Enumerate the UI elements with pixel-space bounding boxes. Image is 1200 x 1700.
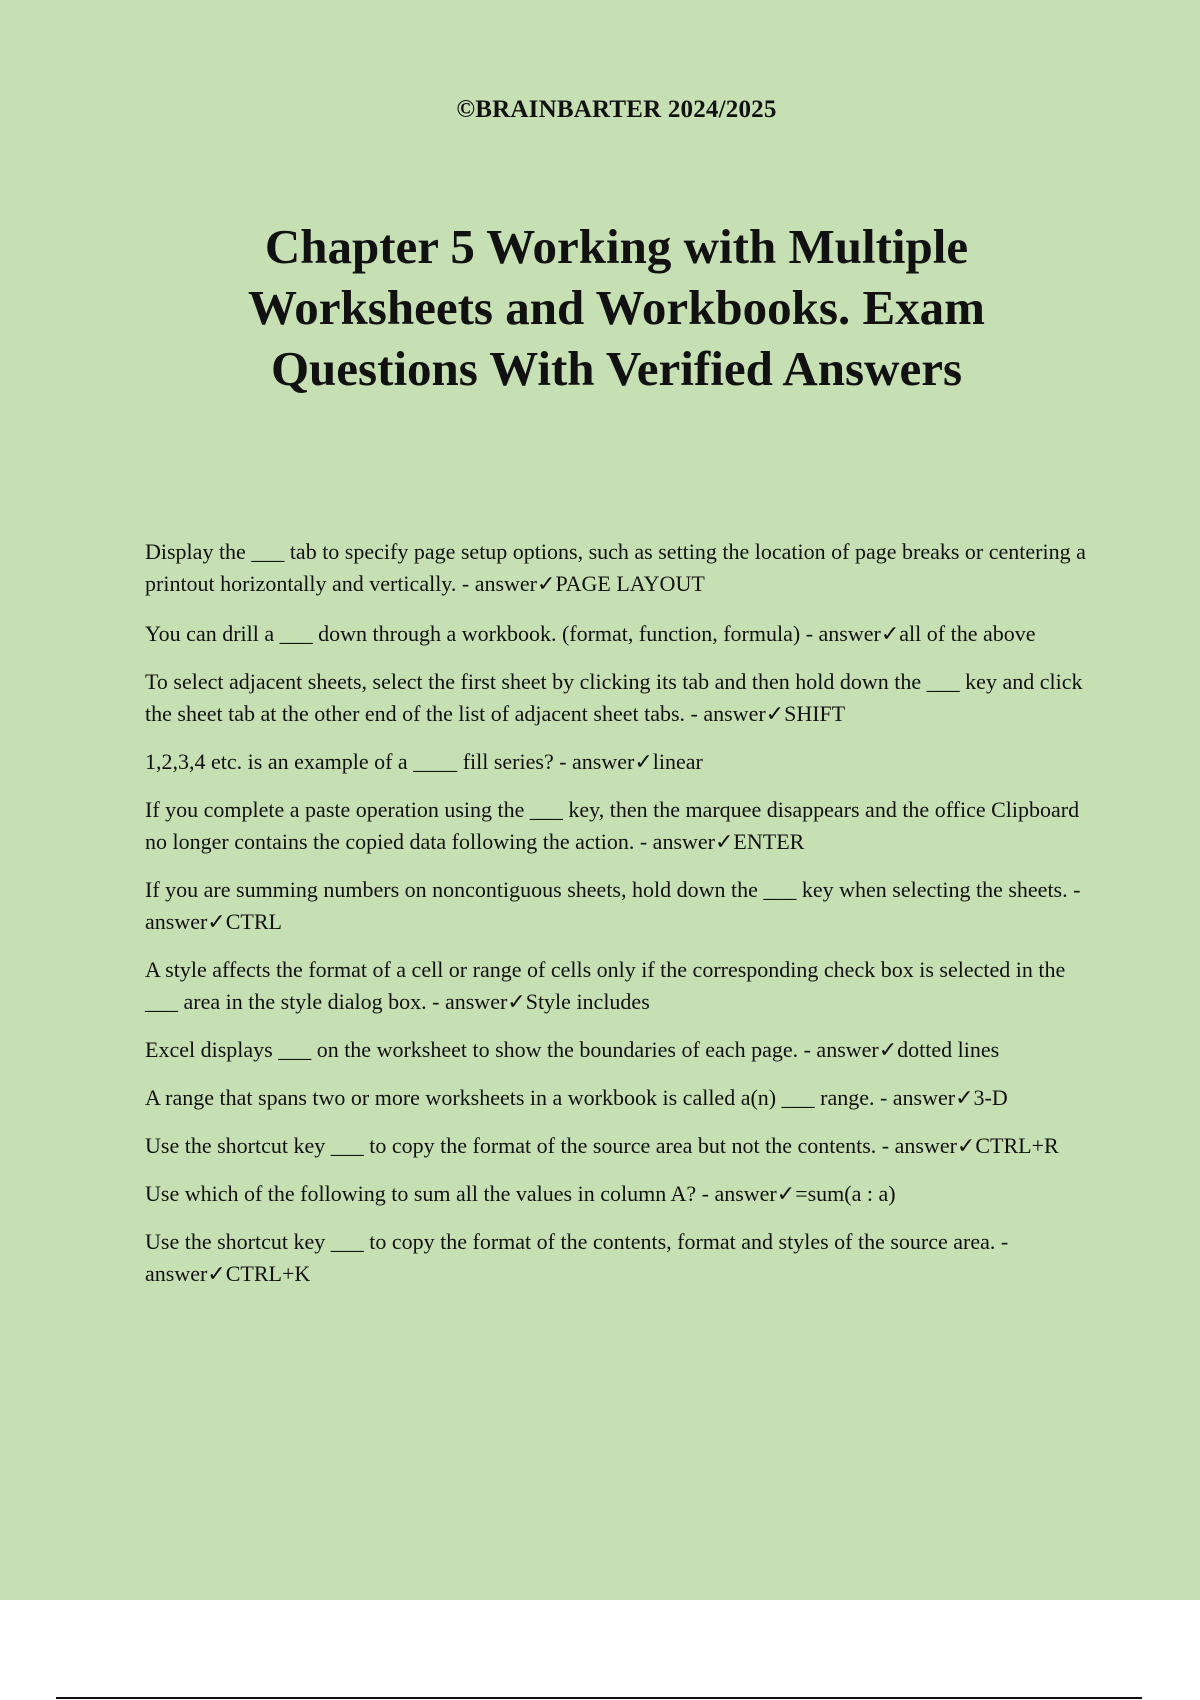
question-item: To select adjacent sheets, select the first sheet by clicking its tab and then hold down the ___ key and click the sheet tab at the other end of the list of adjacent sheet tabs. - answer✓SHIFT [145, 669, 1083, 726]
question-item: Excel displays ___ on the worksheet to show the boundaries of each page. - answer✓dotted lines [145, 1037, 1000, 1062]
document-title: Chapter 5 Working with Multiple Worksheets and Workbooks. Exam Questions With Verified Answers [248, 219, 985, 396]
question-item: 1,2,3,4 etc. is an example of a ____ fill series? - answer✓linear [145, 749, 703, 774]
question-item: You can drill a ___ down through a workbook. (format, function, formula) - answer✓all of the above [145, 621, 1036, 646]
question-item: A style affects the format of a cell or range of cells only if the corresponding check box is selected in the ___ area in the style dialog box. - answer✓Style includes [145, 957, 1066, 1014]
question-item: Use which of the following to sum all the values in column A? - answer✓=sum(a : a) [145, 1181, 896, 1206]
question-item: Use the shortcut key ___ to copy the format of the source area but not the contents. - answer✓CTRL+R [145, 1133, 1059, 1158]
question-list [145, 536, 1093, 1306]
question-item: If you are summing numbers on noncontiguous sheets, hold down the ___ key when selecting the sheets. - answer✓CTRL [145, 877, 1081, 934]
copyright-header: ©BRAINBARTER 2024/2025 [456, 96, 777, 123]
question-item: Use the shortcut key ___ to copy the format of the contents, format and styles of the source area. - answer✓CTRL+K [145, 1229, 1009, 1286]
question-item: A range that spans two or more worksheets in a workbook is called a(n) ___ range. - answer✓3-D [145, 1085, 1008, 1110]
footer-divider [56, 1697, 1142, 1699]
question-item: Display the ___ tab to specify page setup options, such as setting the location of page breaks or centering a printout horizontally and vertically. - answer✓PAGE LAYOUT [145, 539, 1086, 596]
question-item: If you complete a paste operation using the ___ key, then the marquee disappears and the office Clipboard no longer contains the copied data following the action. - answer✓ENTER [145, 797, 1080, 854]
